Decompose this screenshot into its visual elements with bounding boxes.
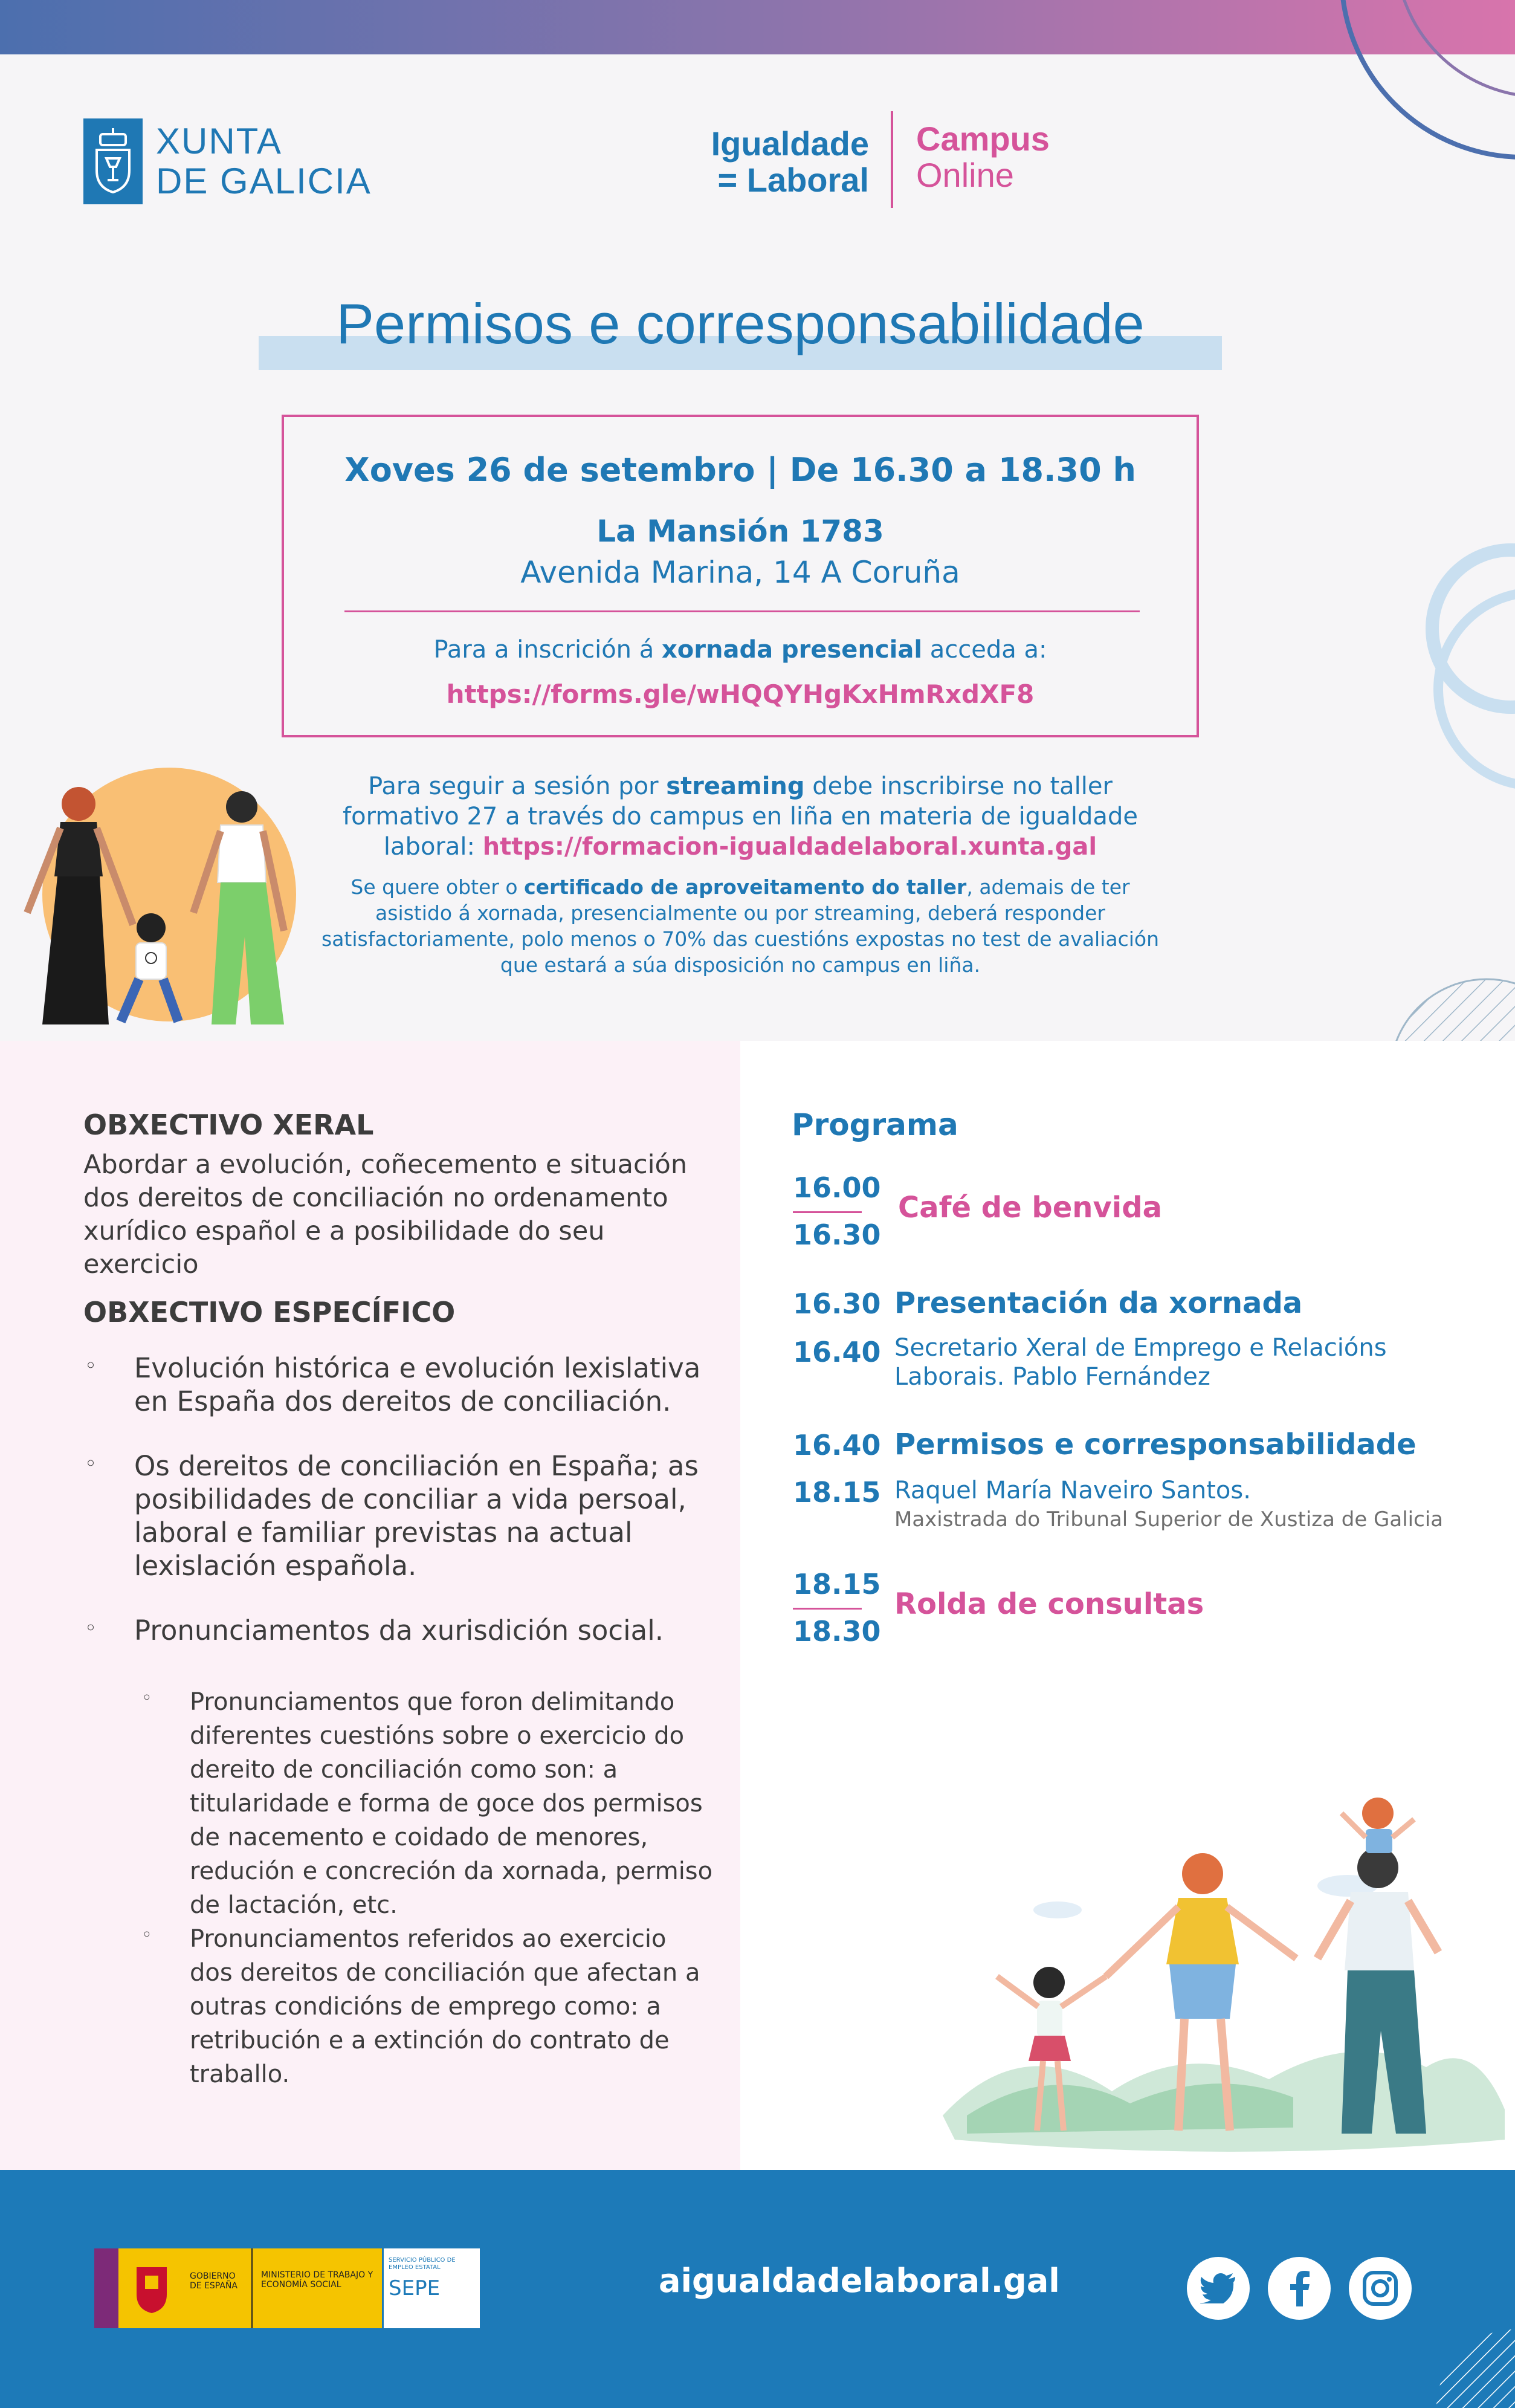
programme-item-title: Presentación da xornada bbox=[894, 1286, 1303, 1320]
xunta-de-galicia-logo bbox=[83, 116, 398, 207]
general-objective-text: Abordar a evolución, coñecemento e situación dos dereitos de conciliación no ordenamento xurídico español e a posibilidade do seu exercicio bbox=[83, 1150, 688, 1280]
list-item bbox=[85, 1449, 719, 1582]
igualdade-text: Igualdade bbox=[711, 125, 869, 163]
xunta-text-line2: DE GALICIA bbox=[156, 161, 372, 201]
list-item bbox=[141, 1685, 716, 1922]
sub-bullet-1: Pronunciamentos que foron delimitando diferentes cuestións sobre o exercicio do dereito de conciliación como son: a titularidade e forma de goce dos permisos de nacemento e coidado de menores, redución e concreción da xornada, permiso de lactación, etc. bbox=[190, 1688, 713, 1919]
streaming-link[interactable]: https://formacion-igualdadelaboral.xunta.gal bbox=[482, 833, 1097, 861]
facebook-icon[interactable] bbox=[1268, 2257, 1331, 2320]
footer-decorative-stripes bbox=[1432, 2315, 1515, 2408]
sub-bullet-marker: ◦ bbox=[141, 1924, 152, 1946]
registration-pre: Para a inscrición á bbox=[433, 636, 662, 664]
government-logo bbox=[94, 2248, 480, 2328]
sub-bullet-marker: ◦ bbox=[141, 1688, 152, 1709]
sub-bullet-2: Pronunciamentos referidos ao exercicio dos dereitos de conciliación que afectan a outras condicións de emprego como: a retribución e a extinción do contrato de traballo. bbox=[190, 1925, 700, 2088]
programme-end-time: 18.15 bbox=[793, 1476, 881, 1509]
programme-end-time: 18.30 bbox=[793, 1615, 881, 1648]
gov-text: GOBIERNO DE ESPAÑA bbox=[185, 2248, 251, 2328]
sepe-logo bbox=[382, 2248, 480, 2328]
event-info-box bbox=[282, 415, 1199, 737]
programme-item-role: Maxistrada do Tribunal Superior de Xustiza de Galicia bbox=[894, 1507, 1444, 1532]
ministry-text: MINISTERIO DE TRABAJO Y ECONOMÍA SOCIAL bbox=[251, 2248, 382, 2328]
programme-start-time: 16.40 bbox=[793, 1429, 881, 1461]
family-illustration-top bbox=[12, 756, 314, 1040]
event-address: Avenida Marina, 14 A Coruña bbox=[520, 555, 960, 590]
eu-stripe bbox=[94, 2248, 118, 2328]
bullet-marker: ◦ bbox=[85, 1616, 97, 1640]
programme-start-time: 18.15 bbox=[793, 1568, 881, 1600]
specific-bullet-3: Pronunciamentos da xurisdición social. bbox=[134, 1614, 664, 1646]
list-item bbox=[85, 1351, 719, 1418]
programme-item-title: Rolda de consultas bbox=[894, 1587, 1204, 1621]
time-divider bbox=[793, 1211, 862, 1213]
page-title: Permisos e corresponsabilidade bbox=[336, 292, 1145, 355]
programme-item-title: Café de benvida bbox=[898, 1191, 1162, 1225]
campus-text: Campus bbox=[916, 120, 1050, 158]
certificate-info bbox=[314, 874, 1166, 978]
programme-end-time: 16.30 bbox=[793, 1219, 881, 1251]
decorative-rings bbox=[1390, 532, 1515, 870]
registration-link[interactable]: https://forms.gle/wHQQYHgKxHmRxdXF8 bbox=[446, 679, 1035, 709]
event-date: Xoves 26 de setembro | De 16.30 a 18.30 h bbox=[344, 451, 1136, 489]
time-divider bbox=[793, 1608, 862, 1610]
streaming-mid: debe inscribirse no taller formativo 27 a través do campus en liña en materia de igualdade laboral: bbox=[343, 772, 1138, 861]
list-item bbox=[141, 1922, 716, 2091]
programme-item-speaker: Secretario Xeral de Emprego e Relacións Laborais. Pablo Fernández bbox=[894, 1334, 1387, 1391]
laboral-text: = Laboral bbox=[717, 161, 869, 199]
registration-post: acceda a: bbox=[922, 636, 1047, 664]
specific-bullet-1: Evolución histórica e evolución lexislativa en España dos dereitos de conciliación. bbox=[134, 1352, 701, 1417]
certificate-bold: certificado de aproveitamento do taller bbox=[524, 875, 967, 899]
igualdade-laboral-campus-logo bbox=[676, 109, 1099, 212]
sepe-text: SEPE bbox=[389, 2276, 441, 2300]
certificate-post: , ademais de ter asistido á xornada, presencialmente ou por streaming, deberá responder satisfactoriamente, polo menos o 70% das cuestións expostas no test de avaliación que estará a súa disposición no campus en liña. bbox=[321, 875, 1159, 977]
instagram-icon[interactable] bbox=[1349, 2257, 1412, 2320]
logo-divider bbox=[891, 111, 893, 208]
online-text: Online bbox=[916, 156, 1014, 194]
programme-item-title: Permisos e corresponsabilidade bbox=[894, 1428, 1416, 1461]
specific-bullet-2: Os dereitos de conciliación en España; as posibilidades de conciliar a vida persoal, laboral e familiar previstas na actual lexislación española. bbox=[134, 1450, 699, 1582]
event-venue: La Mansión 1783 bbox=[596, 514, 884, 549]
footer bbox=[0, 2170, 1515, 2408]
streaming-pre: Para seguir a sesión por bbox=[368, 772, 667, 800]
programme-item-speaker: Raquel María Naveiro Santos. bbox=[894, 1477, 1251, 1504]
registration-text bbox=[284, 636, 1197, 664]
programme-start-time: 16.30 bbox=[793, 1287, 881, 1320]
bullet-marker: ◦ bbox=[85, 1452, 97, 1476]
xunta-shield-icon bbox=[83, 118, 143, 204]
programme-heading: Programa bbox=[792, 1107, 958, 1142]
xunta-text-line1: XUNTA bbox=[156, 121, 282, 161]
specific-objective-heading: OBXECTIVO ESPECÍFICO bbox=[83, 1296, 456, 1329]
specific-objectives-list bbox=[85, 1351, 719, 1647]
sub-objectives-list bbox=[141, 1685, 716, 2091]
streaming-info bbox=[314, 771, 1166, 862]
certificate-pre: Se quere obter o bbox=[350, 875, 525, 899]
sepe-small-text: SERVICIO PÚBLICO DE EMPLEO ESTATAL bbox=[389, 2257, 456, 2271]
bullet-marker: ◦ bbox=[85, 1354, 97, 1378]
registration-bold: xornada presencial bbox=[661, 636, 923, 664]
footer-website-link[interactable]: aigualdadelaboral.gal bbox=[659, 2262, 1060, 2300]
list-item bbox=[85, 1614, 719, 1647]
streaming-bold: streaming bbox=[666, 772, 805, 800]
general-objective-heading: OBXECTIVO XERAL bbox=[83, 1109, 374, 1141]
spain-coat-of-arms-icon bbox=[118, 2248, 185, 2328]
twitter-icon[interactable] bbox=[1187, 2257, 1250, 2320]
event-divider bbox=[344, 610, 1140, 612]
family-illustration-bottom bbox=[931, 1777, 1511, 2152]
programme-end-time: 16.40 bbox=[793, 1336, 881, 1368]
programme-start-time: 16.00 bbox=[793, 1171, 881, 1204]
decorative-arcs bbox=[1269, 0, 1515, 278]
